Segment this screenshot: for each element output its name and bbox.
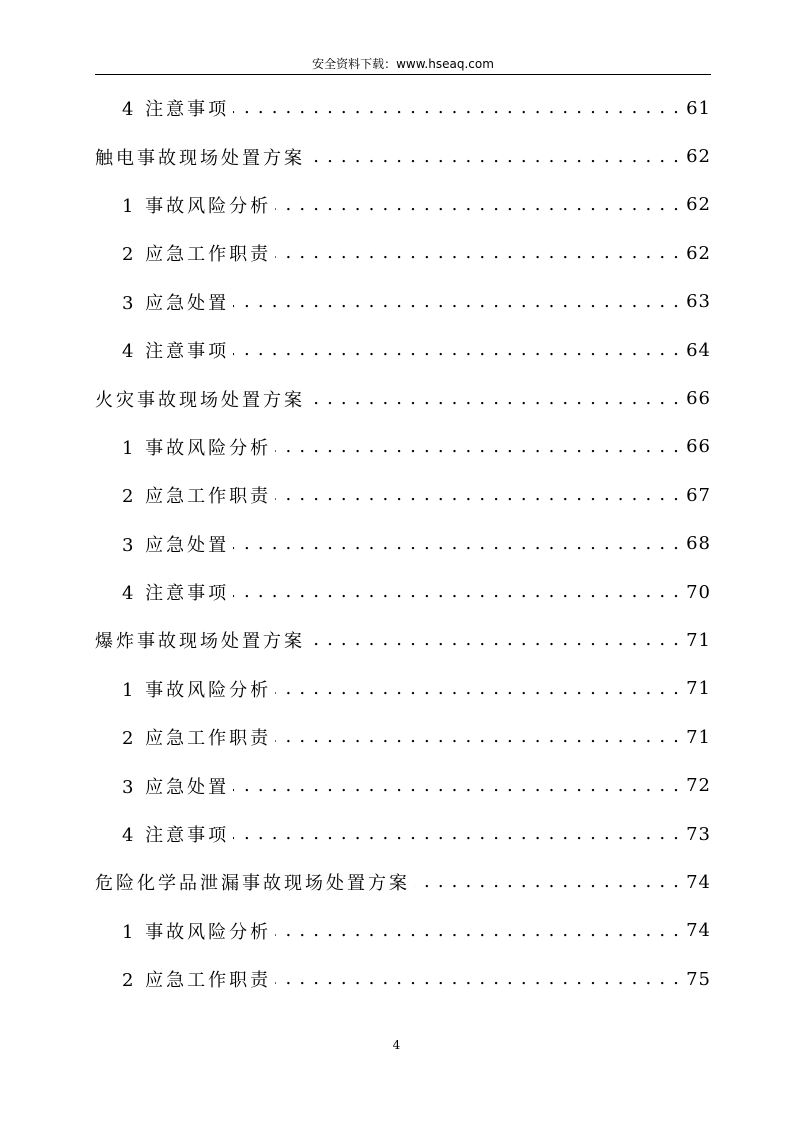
toc-section-entry[interactable] xyxy=(95,84,711,132)
toc-entry-page: 74 xyxy=(686,920,711,942)
toc-section-entry[interactable] xyxy=(95,761,711,809)
toc-entry-title: 3 应急处置 xyxy=(122,292,230,314)
toc-section-entry[interactable] xyxy=(95,229,711,277)
header-divider xyxy=(95,74,711,75)
toc-entry-page: 64 xyxy=(686,339,711,361)
toc-entry-page: 68 xyxy=(686,533,711,555)
toc-section-entry[interactable] xyxy=(95,520,711,568)
toc-entry-page: 61 xyxy=(686,97,711,119)
toc-dot-leader xyxy=(275,726,680,748)
toc-chapter-entry[interactable] xyxy=(95,858,711,906)
toc-dot-leader xyxy=(275,194,680,216)
toc-entry-title: 4 注意事项 xyxy=(122,99,230,121)
toc-entry-title: 1 事故风险分析 xyxy=(122,679,272,701)
toc-entry-page: 62 xyxy=(686,194,711,216)
toc-section-entry[interactable] xyxy=(95,665,711,713)
toc-entry-page: 71 xyxy=(686,726,711,748)
toc-section-entry[interactable] xyxy=(95,278,711,326)
toc-dot-leader xyxy=(309,146,680,168)
page-number: 4 xyxy=(392,1038,401,1052)
toc-dot-leader xyxy=(233,339,680,361)
toc-dot-leader xyxy=(233,823,680,845)
toc-entry-page: 66 xyxy=(686,388,711,410)
toc-dot-leader xyxy=(309,629,680,651)
toc-dot-leader xyxy=(233,581,680,603)
toc-entry-title: 触电事故现场处置方案 xyxy=(95,147,305,169)
toc-dot-leader xyxy=(233,775,680,797)
toc-entry-title: 火灾事故现场处置方案 xyxy=(95,389,305,411)
toc-entry-title: 1 事故风险分析 xyxy=(122,195,272,217)
page-header: 安全资料下载：www.hseaq.com xyxy=(312,57,494,71)
toc-entry-title: 1 事故风险分析 xyxy=(122,437,272,459)
toc-entry-page: 62 xyxy=(686,146,711,168)
toc-dot-leader xyxy=(275,436,680,458)
toc-entry-title: 4 注意事项 xyxy=(122,341,230,363)
toc-section-entry[interactable] xyxy=(95,471,711,519)
toc-dot-leader xyxy=(233,291,680,313)
toc-dot-leader xyxy=(233,97,680,119)
toc-entry-page: 66 xyxy=(686,436,711,458)
toc-chapter-entry[interactable] xyxy=(95,132,711,180)
toc-entry-title: 爆炸事故现场处置方案 xyxy=(95,631,305,653)
toc-entry-title: 2 应急工作职责 xyxy=(122,970,272,992)
toc-chapter-entry[interactable] xyxy=(95,374,711,422)
toc-entry-title: 3 应急处置 xyxy=(122,776,230,798)
toc-section-entry[interactable] xyxy=(95,181,711,229)
toc-entry-title: 2 应急工作职责 xyxy=(122,728,272,750)
toc-entry-page: 70 xyxy=(686,581,711,603)
toc-dot-leader xyxy=(275,968,680,990)
toc-entry-title: 4 注意事项 xyxy=(122,583,230,605)
toc-section-entry[interactable] xyxy=(95,955,711,1003)
toc-entry-title: 1 事故风险分析 xyxy=(122,921,272,943)
toc-entry-page: 72 xyxy=(686,775,711,797)
toc-entry-page: 74 xyxy=(686,871,711,893)
toc-entry-page: 73 xyxy=(686,823,711,845)
toc-entry-page: 62 xyxy=(686,242,711,264)
toc-dot-leader xyxy=(275,242,680,264)
toc-entry-page: 71 xyxy=(686,678,711,700)
toc-entry-title: 4 注意事项 xyxy=(122,825,230,847)
toc-dot-leader xyxy=(233,533,680,555)
toc-dot-leader xyxy=(414,871,680,893)
toc-chapter-entry[interactable] xyxy=(95,616,711,664)
toc-entry-title: 2 应急工作职责 xyxy=(122,486,272,508)
toc-section-entry[interactable] xyxy=(95,423,711,471)
toc-dot-leader xyxy=(275,920,680,942)
toc-entry-page: 71 xyxy=(686,629,711,651)
toc-entry-page: 75 xyxy=(686,968,711,990)
toc-section-entry[interactable] xyxy=(95,810,711,858)
toc-dot-leader xyxy=(275,678,680,700)
toc-section-entry[interactable] xyxy=(95,713,711,761)
toc-entry-page: 67 xyxy=(686,484,711,506)
toc-entry-title: 2 应急工作职责 xyxy=(122,244,272,266)
toc-entry-page: 63 xyxy=(686,291,711,313)
table-of-contents xyxy=(95,84,711,1003)
toc-entry-title: 3 应急处置 xyxy=(122,534,230,556)
toc-entry-title: 危险化学品泄漏事故现场处置方案 xyxy=(95,873,410,895)
toc-dot-leader xyxy=(275,484,680,506)
toc-section-entry[interactable] xyxy=(95,907,711,955)
toc-section-entry[interactable] xyxy=(95,568,711,616)
toc-dot-leader xyxy=(309,388,680,410)
toc-section-entry[interactable] xyxy=(95,326,711,374)
